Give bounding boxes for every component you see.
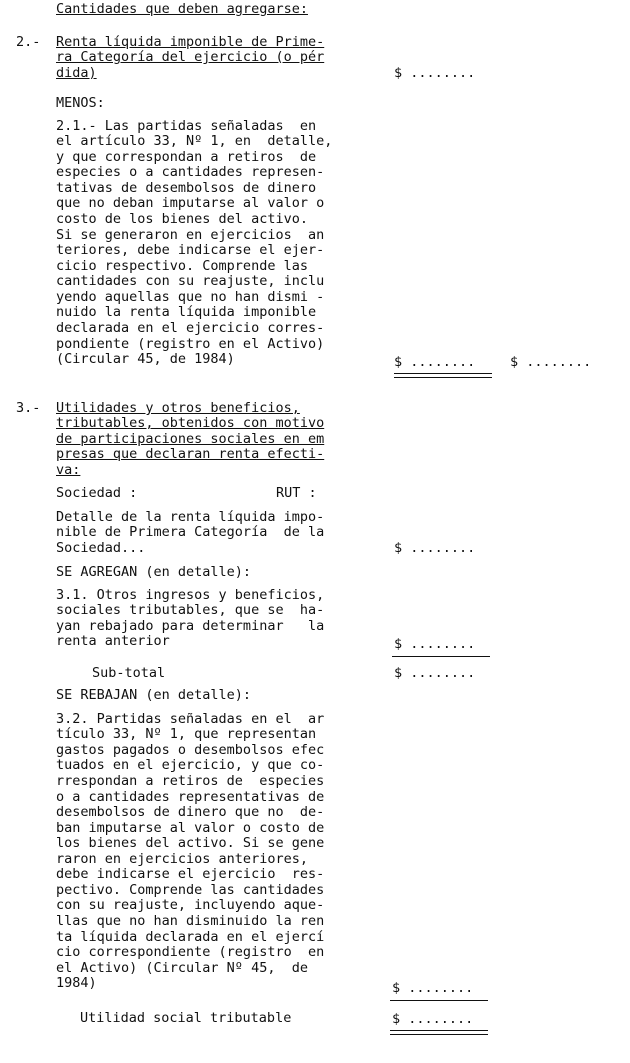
para-line: 2.1.- Las partidas señaladas en — [56, 118, 317, 134]
para-line: pectivo. Comprende las cantidades — [56, 882, 325, 898]
para-line: nuido la renta líquida imponible — [56, 304, 317, 320]
para-line: 1984) — [56, 975, 97, 991]
amount-2-1: $ ........ — [394, 354, 476, 370]
amount-utilidad: $ ........ — [392, 1011, 474, 1027]
para-line: debe indicarse el ejercicio res- — [56, 866, 325, 882]
se-agregan-label: SE AGREGAN (en detalle): — [56, 564, 252, 580]
para-line: 3.1. Otros ingresos y beneficios, — [56, 587, 325, 603]
para-line: cio correspondiente (registro en — [56, 944, 325, 960]
menos-label: MENOS: — [56, 95, 105, 111]
para-line: Si se generaron en ejercicios an — [56, 227, 325, 243]
para-line: con su reajuste, incluyendo aque- — [56, 897, 325, 913]
para-line: yendo aquellas que no han dismi - — [56, 289, 325, 305]
title-line: presas que declaran renta efecti- — [56, 446, 325, 462]
amount-2-1-total: $ ........ — [510, 354, 592, 370]
para-line: sociales tributables, que se ha- — [56, 602, 325, 618]
title-line: ra Categoría del ejercicio (o pér — [56, 49, 325, 65]
para-line: ta líquida declarada en el ejercí — [56, 929, 325, 945]
para-line: o a cantidades representativas de — [56, 789, 325, 805]
para-line: y que correspondan a retiros de — [56, 149, 317, 165]
para-line: pondiente (registro en el Activo) — [56, 336, 325, 352]
para-line: el Activo) (Circular Nº 45, de — [56, 960, 308, 976]
para-line: tuados en el ejercicio, y que co- — [56, 757, 325, 773]
subtotal-label: Sub-total — [92, 665, 166, 681]
amount-detalle: $ ........ — [394, 540, 476, 556]
para-line: 3.2. Partidas señaladas en el ar — [56, 711, 325, 727]
para-line: cantidades con su reajuste, inclu — [56, 273, 325, 289]
para-line: gastos pagados o desembolsos efec — [56, 742, 325, 758]
para-line: yan rebajado para determinar la — [56, 618, 325, 634]
para-line: raron en ejercicios anteriores, — [56, 851, 308, 867]
rule — [392, 656, 490, 657]
se-rebajan-label: SE REBAJAN (en detalle): — [56, 687, 252, 703]
double-rule — [390, 1030, 488, 1035]
para-line: los bienes del activo. Si se gene — [56, 835, 325, 851]
amount-subtotal: $ ........ — [394, 665, 476, 681]
title-line: tributables, obtenidos con motivo — [56, 415, 325, 431]
para-line: costo de los bienes del activo. — [56, 211, 308, 227]
para-line: Detalle de la renta líquida impo- — [56, 509, 325, 525]
title-line: va: — [56, 462, 81, 478]
rule — [390, 1000, 488, 1001]
sociedad-label: Sociedad : — [56, 485, 138, 501]
title-line: de participaciones sociales en em — [56, 431, 325, 447]
title-line: Utilidades y otros beneficios, — [56, 400, 300, 416]
para-line: (Circular 45, de 1984) — [56, 351, 235, 367]
title-line: dida) — [56, 65, 97, 81]
amount-3-1: $ ........ — [394, 636, 476, 652]
para-line: nible de Primera Categoría de la — [56, 524, 325, 540]
amount-renta-liquida: $ ........ — [394, 65, 476, 81]
para-line: tículo 33, Nº 1, que representan — [56, 726, 317, 742]
para-line: llas que no han disminuido la ren — [56, 913, 325, 929]
para-line: ban imputarse al valor o costo de — [56, 820, 325, 836]
para-line: renta anterior — [56, 633, 170, 649]
title-line: Renta líquida imponible de Prime- — [56, 34, 325, 50]
utilidad-label: Utilidad social tributable — [80, 1010, 292, 1026]
para-line: rrespondan a retiros de especies — [56, 773, 325, 789]
para-line: cicio respectivo. Comprende las — [56, 258, 308, 274]
section-2-number: 2.- — [16, 34, 41, 50]
double-rule — [394, 373, 492, 378]
para-line: el artículo 33, Nº 1, en detalle, — [56, 133, 333, 149]
para-line: desembolsos de dinero que no de- — [56, 804, 325, 820]
para-line: declarada en el ejercicio corres- — [56, 320, 325, 336]
amount-3-2: $ ........ — [392, 980, 474, 996]
para-line: teriores, debe indicarse el ejer- — [56, 242, 325, 258]
section-3-number: 3.- — [16, 400, 41, 416]
para-line: tativas de desembolsos de dinero — [56, 180, 317, 196]
rut-label: RUT : — [276, 485, 317, 501]
section-header: Cantidades que deben agregarse: — [56, 1, 308, 17]
para-line: especies o a cantidades represen- — [56, 164, 325, 180]
para-line: Sociedad... — [56, 540, 146, 556]
para-line: que no deban imputarse al valor o — [56, 195, 325, 211]
